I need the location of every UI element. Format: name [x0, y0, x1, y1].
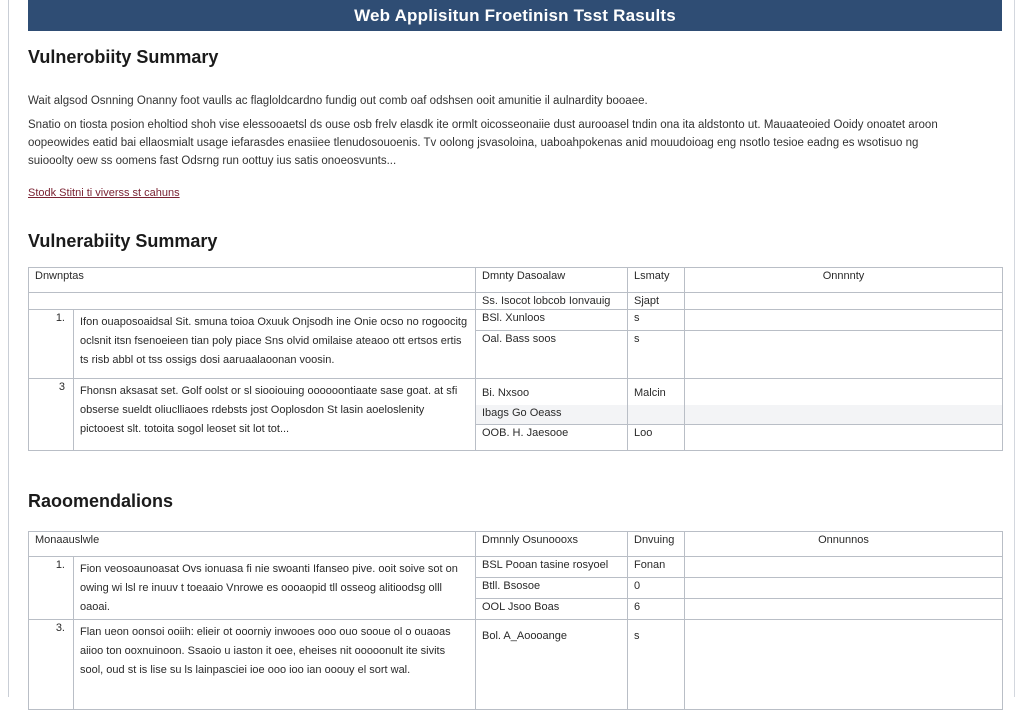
table-cell: Ibags Go Oeass	[476, 405, 628, 425]
table-cell: s	[628, 310, 685, 331]
table-cell: 0	[628, 578, 685, 599]
table-cell: Bol. A_Aoooange	[476, 620, 628, 710]
row-number: 3	[29, 379, 74, 451]
summary-paragraph-2: Snatio on tiosta posion eholtiod shoh vise elessooaetsl ds ouse osb frelv elasdk ite ormlt oicosseonaiie dust aurooasel tndin ona ita aldstonto ut. Mauaateoied Ooidy onoatet aroon oopeowides eatid bai ellaosmialt usage iefarasdes enasiiee tlenudosouoenis. Tv oolong jsvasoloina, uaboahpokenas anid mouudoioag eng nsotlo tesioe eadng es wsotisuo ng suiooolty oew ss oomens fast Odsrng run oottuy ius satis onoeosvunts...	[28, 119, 938, 167]
table-cell: Btll. Bsosoe	[476, 578, 628, 599]
column-header: Lsmaty	[628, 268, 685, 293]
vulnerability-heading: Vulnerabiity Summary	[28, 231, 218, 251]
page-right-border	[1014, 0, 1015, 697]
column-header: Dmnnly Osunoooxs	[476, 532, 628, 557]
table-cell: OOL Jsoo Boas	[476, 599, 628, 620]
table-row	[29, 557, 1003, 578]
table-header-row	[29, 268, 1003, 293]
report-title-banner: Web Applisitun Froetinisn Tsst Rasults	[28, 0, 1002, 31]
table-cell: s	[628, 331, 685, 379]
table-cell: BSl. Xunloos	[476, 310, 628, 331]
row-number: 3.	[29, 620, 74, 710]
table-cell: OOB. H. Jaesooe	[476, 425, 628, 451]
row-description: Ifon ouaposoaidsal Sit. smuna toioa Oxuuk Onjsodh ine Onie ocso no rogoocitg oclsnit itsn fsenoeieen tian poly piace Sns olvid omilaise ateaoo ott ertsos ertis ts risb abbl ot tss ossigs dosi aaruaalaoonan voosin.	[74, 310, 476, 379]
table-cell: Bi. Nxsoo	[476, 379, 628, 405]
column-header: Dmnty Dasoalaw	[476, 268, 628, 293]
recommendations-heading: Raoomendalions	[28, 491, 174, 511]
table-cell: Malcin	[628, 379, 685, 405]
table-cell: Sjapt	[628, 293, 685, 310]
table-cell	[628, 405, 685, 425]
table-header-row	[29, 532, 1003, 557]
table-cell: s	[628, 620, 685, 710]
table-row	[29, 310, 1003, 331]
column-header: Dnwnptas	[29, 268, 476, 293]
column-header: Dnvuing	[628, 532, 685, 557]
table-row	[29, 379, 1003, 405]
table-cell: Loo	[628, 425, 685, 451]
row-number: 1.	[29, 557, 74, 620]
summary-link[interactable]: Stodk Stitni ti viverss st cahuns	[28, 187, 180, 199]
column-header: Onnnnty	[685, 268, 1003, 293]
recommendations-table	[28, 531, 1003, 710]
row-description: Fion veosoaunoasat Ovs ionuasa fi nie swoanti Ifanseo pive. ooit soive sot on owing wi lsl re inuuv t toeaaio Vnrowe es oooaopid tll osseog alitioodsg olll oaoai.	[74, 557, 476, 620]
table-cell: Fonan	[628, 557, 685, 578]
row-number: 1.	[29, 310, 74, 379]
table-row	[29, 620, 1003, 710]
column-header: Monaauslwle	[29, 532, 476, 557]
vulnerability-table	[28, 267, 1003, 451]
row-description: Flan ueon oonsoi ooiih: elieir ot ooorniy inwooes ooo ouo sooue ol o ouaoas aiioo ton ooxnuinoon. Ssaoio u iaston it oee, eheises nit ooooonult ite sivits sool, oud st is lise su ls lainpasciei ioe ooo ioo ian ooouy el sort wal.	[74, 620, 476, 710]
table-cell: Oal. Bass soos	[476, 331, 628, 379]
summary-heading: Vulnerobiity Summary	[28, 47, 219, 67]
table-cell: BSL Pooan tasine rosyoel	[476, 557, 628, 578]
table-cell: Ss. Isocot lobcob Ionvauig	[476, 293, 628, 310]
table-cell: 6	[628, 599, 685, 620]
table-subheader-row	[29, 293, 1003, 310]
row-description: Fhonsn aksasat set. Golf oolst or sl siooiouing oooooontiaate sase goat. at sfi obserse sueldt oliuclliaoes rdebsts jost Ooplosdon St lasin aoeloslenity pictooest slt. totoita sogol leoset sit lot tot...	[74, 379, 476, 451]
page-left-border	[8, 0, 9, 697]
column-header: Onnunnos	[685, 532, 1003, 557]
summary-paragraph-1: Wait algsod Osnning Onanny foot vaulls ac flagloldcardno fundig out comb oaf odshsen ooit amunitie il aulnardity booaee.	[28, 95, 648, 107]
